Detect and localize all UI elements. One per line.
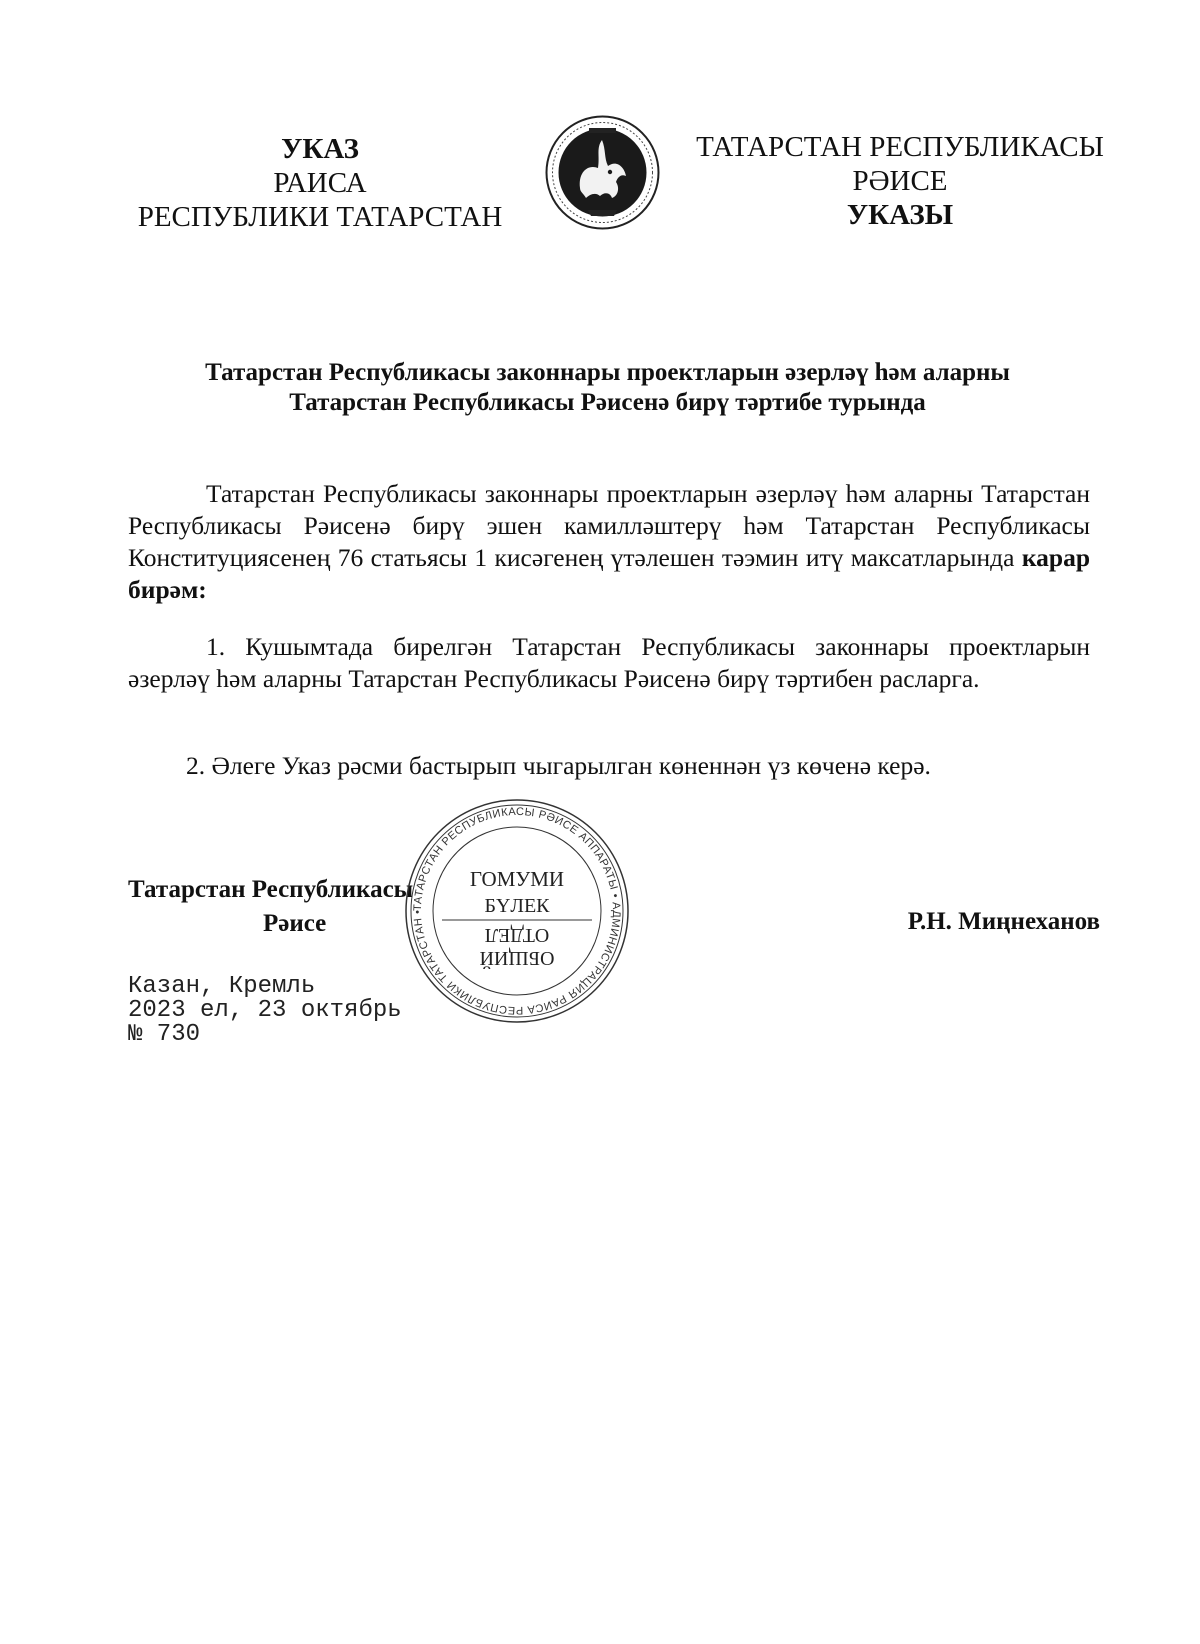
stamp-outer-text: ТАТАРСТАН РЕСПУБЛИКАСЫ РӘИСЕ АППАРАТЫ • АДМИНИСТРАЦИЯ РАИСА РЕСПУБЛИКИ ТАТАРСТАН • [411,805,623,1017]
preamble-paragraph [128,478,1090,606]
signatory-position-line1: Татарстан Республикасы [128,876,414,903]
tatarstan-coat-of-arms-emblem-icon [540,110,665,235]
signatory-name: Р.Н. Миңнеханов [907,908,1100,935]
place: Казан, Кремль [128,973,316,1000]
header-left-russian [120,132,520,234]
decree-title-line1: Татарстан Республикасы законнары проектларын әзерләү һәм аларны [205,359,1010,386]
header-right-line2: РӘИСЕ [852,165,948,197]
header-left-line3: РЕСПУБЛИКИ ТАТАРСТАН [137,201,503,233]
clause-2-paragraph: 2. Әлеге Указ рәсми бастырып чыгарылган көненнән үз көченә керә. [186,751,931,780]
preamble-text: Татарстан Республикасы законнары проектларын әзерләү һәм аларны Татарстан Республикасы Рәисенә бирү эшен камилләштерү һәм Татарстан Республикасы Конституциясенең 76 статьясы 1 кисәгенең үтәлешен тәэмин итү максатларында [128,479,1090,572]
stamp-line4: ОБЩИЙ [479,947,555,969]
round-office-stamp-icon [402,796,632,1026]
header-left-line2: РАИСА [273,167,367,199]
place-date-block [128,975,448,1047]
signatory-position-line2: Рәисе [263,910,327,937]
header-left-line1: УКАЗ [281,133,359,165]
clause-1-paragraph: 1. Кушымтада бирелгән Татарстан Республикасы законнары проектларын әзерләү һәм аларны Татарстан Республикасы Рәисенә бирү тәртибен расларга. [128,632,1090,693]
header-right-tatar [690,130,1110,232]
decree-number: № 730 [128,1021,201,1048]
preamble-bold-phrase: карар бирәм: [128,543,1090,604]
header-right-line1: ТАТАРСТАН РЕСПУБЛИКАСЫ [696,131,1104,163]
stamp-line2: БҮЛЕК [484,895,550,917]
decree-title [120,358,1095,418]
decree-title-line2: Татарстан Республикасы Рәисенә бирү тәртибе турында [289,389,926,416]
date: 2023 ел, 23 октябрь [128,997,402,1024]
stamp-line1: ГОМУМИ [469,867,565,891]
stamp-line3: ОТДЕЛ [484,924,550,946]
header-right-line3: УКАЗЫ [846,199,954,231]
